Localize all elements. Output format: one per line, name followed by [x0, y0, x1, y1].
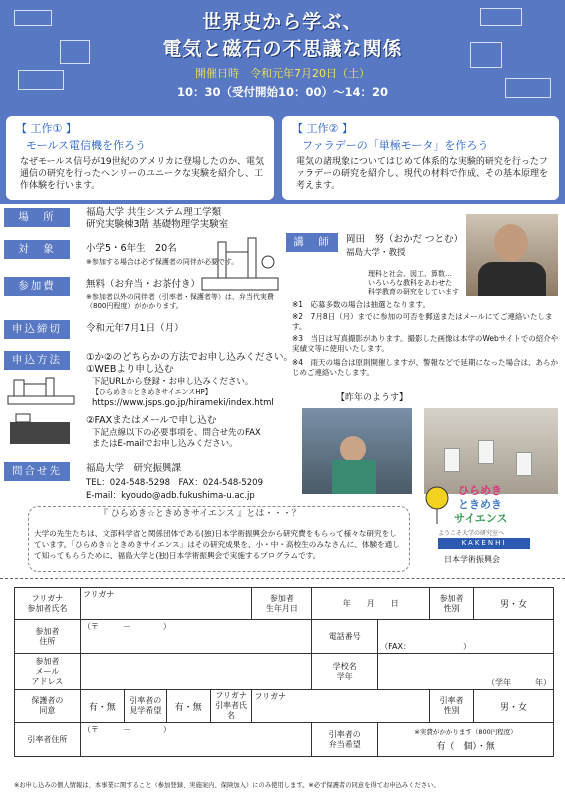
fee-label: 参加費	[4, 277, 70, 296]
email-label: 参加者 メール アドレス	[15, 654, 81, 690]
escort-visit-field[interactable]: 有・無	[166, 690, 210, 723]
apparatus-illustration	[480, 8, 522, 26]
workshop-1-description: なぜモールス信号が19世紀のアメリカに登場したのか、電気通信の研究を行ったヘンリーのユニークな実験を紹介し、工作体験を行います。	[20, 157, 265, 191]
note-3: ※3 当日は写真撮影があります。撮影した画像は本学のWebサイトでの紹介や実績文等に使用いたします。	[292, 334, 559, 353]
character-icon	[420, 484, 454, 524]
lecturer-desc-3: 科学教育の研究をしています	[368, 288, 459, 296]
lecturer-desc-2: いろいろな教科をあわせた	[368, 279, 452, 287]
note-4: ※4 雨天の場合は原則開催しますが、警報などで延期になった場合は、あらかじめご連絡いたします。	[292, 358, 559, 377]
guardian-consent-field[interactable]: 有・無	[80, 690, 124, 723]
method-line6: 下記点線以下の必要事項を、問合せ先のFAX	[92, 428, 261, 438]
birthdate-field[interactable]: 年 月 日	[312, 588, 430, 620]
logo-line3: サイエンス	[454, 512, 508, 525]
escort-name-label: フリガナ 引率者氏名	[210, 690, 252, 723]
workshop-1	[6, 116, 274, 200]
apparatus-illustration	[60, 40, 90, 64]
lecturer-label: 講 師	[286, 233, 338, 252]
apparatus-drawing	[198, 232, 282, 294]
method-line7: またはE-mailでお申し込みください。	[92, 439, 238, 449]
note-2: ※2 7月8日（月）までに参加の可否を郵送またはメールにてご連絡いたします。	[292, 312, 553, 331]
escort-lunch-field[interactable]: ※実費がかかります（800円程度） 有（ 個）・無	[378, 723, 554, 757]
birthdate-label: 参加者 生年月日	[252, 588, 312, 620]
target-text: 小学5・6年生 20名	[86, 243, 177, 254]
escort-address-label: 引率者住所	[15, 723, 81, 757]
escort-visit-label: 引率者の 見学希望	[124, 690, 166, 723]
place-label: 場 所	[4, 208, 70, 227]
contact-email-link[interactable]: E-mail：kyoudo@adb.fukushima-u.ac.jp	[86, 491, 255, 501]
lecturer-affiliation: 福島大学・教授	[346, 248, 406, 258]
workshop-2-name: ファラデーの「単極モータ」を作ろう	[302, 139, 489, 152]
participant-address-field[interactable]: （〒 － ）	[80, 620, 312, 654]
cut-line	[0, 578, 565, 579]
hirameki-logo	[418, 478, 558, 570]
lecturer-photo	[466, 214, 558, 296]
method-line5: ②FAXまたはメールで申し込む	[86, 415, 217, 426]
apparatus-illustration	[14, 10, 52, 26]
program-info-title: 『 ひらめき☆ときめきサイエンス 』とは・・・？	[99, 509, 301, 519]
workshop-2-description: 電気の諸現象についてはじめて体系的な実験的研究を行ったファラデーの研究を紹介し、現代の材料で作成、その基本原理を考えます。	[296, 157, 549, 191]
method-line3: 下記URLから登録・お申し込みください。	[92, 377, 254, 387]
method-url-link[interactable]: https://www.jsps.go.jp/hirameki/index.html	[92, 398, 274, 408]
jsps-name: 日本学術振興会	[444, 555, 500, 564]
last-year-heading: 【昨年のようす】	[336, 393, 409, 403]
event-time: 10：30（受付開始10：00）～14：20	[176, 85, 389, 99]
deadline-text: 令和元年7月1日（月）	[86, 323, 184, 334]
contact-line1: 福島大学 研究振興課	[86, 463, 182, 474]
page-title-line1: 世界史から学ぶ、	[202, 11, 363, 33]
apparatus-illustration	[470, 42, 502, 68]
escort-gender-field[interactable]: 男・女	[474, 690, 554, 723]
target-label: 対 象	[4, 240, 70, 259]
last-year-photo-1	[302, 408, 412, 494]
apparatus-illustration	[18, 70, 64, 90]
kakenhi-badge: KAKENHI	[438, 538, 530, 549]
lecturer-desc-1: 理科と社会、図工、算数…	[368, 270, 452, 278]
workshop-2-tag: 【 工作② 】	[292, 122, 353, 135]
participant-name-field[interactable]: フリガナ	[80, 588, 252, 620]
participant-gender-label: 参加者 性別	[430, 588, 474, 620]
escort-address-field[interactable]: （〒 － ）	[80, 723, 312, 757]
workshop-2	[282, 116, 559, 200]
school-label: 学校名 学年	[312, 654, 378, 690]
program-info-body: 大学の先生たちは、文部科学省と関係団体である(独)日本学術振興会から研究費をもらって様々な研究をしています。「ひらめき☆ときめきサイエンス」はその研究成果を、小・中・高校生のみなさんに、体験を通して知ってもらうために、福島大学と(独)日本学術振興会で実施するプログラムです。	[34, 529, 400, 560]
guardian-consent-label: 保護者の 同意	[15, 690, 81, 723]
page-title-line2: 電気と磁石の不思議な関係	[162, 38, 403, 60]
workshops-section	[0, 112, 565, 204]
place-line2: 研究実験棟3階 基礎物理学実験室	[86, 219, 229, 230]
lecturer-name: 岡田 努（おかだ つとむ）	[346, 234, 464, 245]
event-date: 開催日時 令和元年7月20日（土）	[195, 67, 370, 80]
contact-label: 問合せ先	[4, 462, 70, 481]
escort-lunch-label: 引率者の 弁当希望	[312, 723, 378, 757]
place-line1: 福島大学 共生システム理工学類	[86, 207, 222, 218]
school-field[interactable]: （学年 年）	[378, 654, 554, 690]
method-line2: ①WEBより申し込む	[86, 364, 174, 375]
application-form	[14, 587, 554, 757]
phone-field[interactable]: （FAX： ）	[378, 620, 554, 654]
contact-line2: TEL：024-548-5298 FAX：024-548-5209	[86, 478, 263, 488]
method-line4: 【ひらめき☆ときめきサイエンスHP】	[92, 388, 212, 396]
method-label: 申込方法	[4, 351, 70, 370]
motor-illustration	[6, 412, 80, 448]
fee-note: ※参加者以外の同伴者（引率者・保護者等）は、弁当代実費（800円程度）がかかります。	[86, 293, 274, 310]
logo-line1: ひらめき	[458, 484, 502, 497]
phone-label: 電話番号	[312, 620, 378, 654]
participant-address-label: 参加者 住所	[15, 620, 81, 654]
header-banner	[0, 0, 565, 112]
note-1: ※1 応募多数の場合は抽選となります。	[292, 300, 430, 309]
method-line1: ①か②のどちらかの方法でお申し込みください。	[86, 352, 294, 363]
deadline-label: 申込締切	[4, 320, 70, 339]
escort-name-field[interactable]: フリガナ	[252, 690, 430, 723]
target-note: ※参加する場合は必ず保護者の同伴が必要です。	[86, 258, 239, 266]
apparatus-illustration	[505, 78, 551, 98]
email-field[interactable]	[80, 654, 312, 690]
logo-tagline: ようこそ大学の研究室へ	[438, 530, 505, 537]
workshop-1-tag: 【 工作① 】	[16, 122, 77, 135]
privacy-footer: ※お申し込みの個人情報は、本事業に関すること（参加登録、実施案内、保険加入）にのみ使用します。※必ず保護者の同意を得てお申込みください。	[14, 782, 440, 789]
telegraph-illustration	[6, 372, 80, 408]
escort-gender-label: 引率者 性別	[430, 690, 474, 723]
workshop-1-name: モールス電信機を作ろう	[26, 139, 147, 152]
logo-line2: ときめき	[458, 498, 502, 511]
fee-text: 無料（お弁当・お茶付き）	[86, 279, 201, 290]
participant-gender-field[interactable]: 男・女	[474, 588, 554, 620]
participant-name-label: フリガナ 参加者氏名	[15, 588, 81, 620]
